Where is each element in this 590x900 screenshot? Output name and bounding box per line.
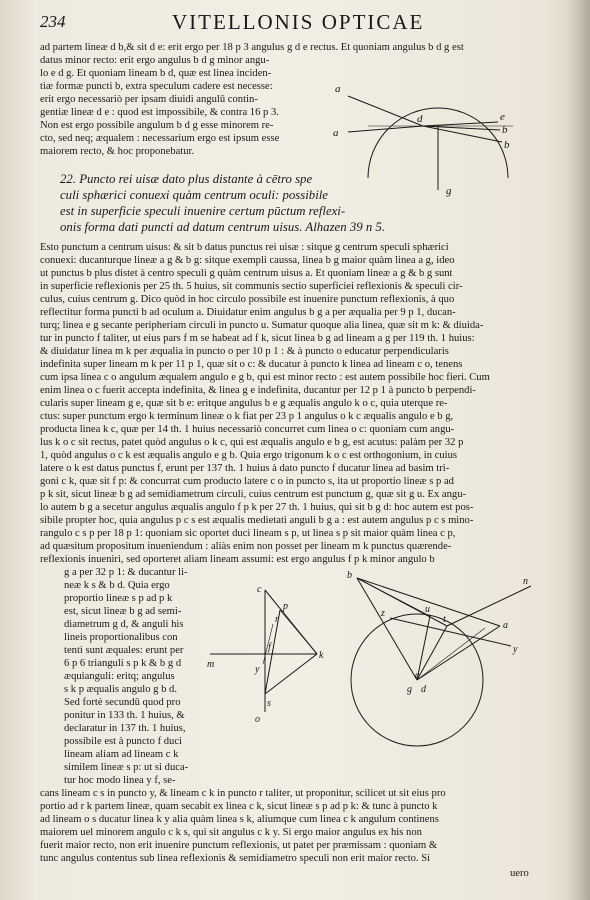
text-line: lo e d g. Et quoniam lineam b d, quæ est linea inciden- <box>40 68 272 79</box>
text-line: cto, sed neq; æqualem : necessarium ergo est ipsum esse <box>40 133 280 144</box>
text-line: tur hoc modo linea y f, se- <box>64 775 176 786</box>
label-k: k <box>319 650 324 661</box>
text-line: ponitur in 133 th. 1 huius, & <box>64 710 185 721</box>
text-line: similem lineæ s p: ut si duca- <box>64 762 189 773</box>
line-a-d <box>348 96 423 126</box>
text-line: Sed fortè secundū quod pro <box>64 697 181 708</box>
text-line: ctus: super punctum ergo k terminum lineæ o k fiat per 23 p 1 angulus o k c æqualis angulo e b g, <box>40 411 454 422</box>
text-line: enim linea o c fuerit accepta indefinita, & linea g e indefinita, ducantur per 12 p 1 à puncto b perpendi- <box>40 385 476 396</box>
text-line: ad lineam o s ducatur linea k y alia quàm linea s k, aliumque cum linea c k angulum continens <box>40 814 439 825</box>
text-line: portio ad r k partem lineæ, quam secabit ex linea c k, sicut lineæ s p ad p k: & tunc à puncto k <box>40 801 438 812</box>
text-line: & diuidatur linea m k per æqualia in puncto o per 10 p 1 : & à puncto o educatur perpendicularis <box>40 346 449 357</box>
label-t: t <box>443 614 446 625</box>
text-line: erit ergo necessariò per ipsam diuidi angulū contin- <box>40 94 258 105</box>
text-line: 1, quòd angulus o c k est æqualis angulo e g b. Quia ergo trigonum k o c est orthogonium, in cuius <box>40 450 458 461</box>
text-line: tiæ formæ puncti b, extra speculum cadere est necesse: <box>40 81 273 92</box>
line-s-k <box>265 654 317 694</box>
label-s: s <box>267 698 271 709</box>
text-line: turq; linea e g secante peripheriam circuli in puncto u. Sumatur quoque alia linea, quæ sit m k: & diuida- <box>40 320 484 331</box>
text-line: sibile propter hoc, quia angulus p c s est æqualis medietati anguli b g a : est autem angulus p c s mino- <box>40 515 474 526</box>
label-a: a <box>503 620 508 631</box>
label-r: r <box>275 614 279 625</box>
text-line: tunc angulus contentus sub linea reflexionis & semidiametro speculi non erit maior recto. Si <box>40 853 431 864</box>
text-line: s k p æqualis angulo g b d. <box>64 684 177 695</box>
line-p-k <box>280 610 317 654</box>
text-line: datus minor recto: erit ergo angulus b d g minor angu- <box>40 55 270 66</box>
line-g-t <box>417 626 447 680</box>
catchword: uero <box>510 868 529 879</box>
text-line: producta linea k c, quæ per 14 th. 1 huius necessariò concurret cum linea o c: quoniam cum angu- <box>40 424 455 435</box>
label-c: c <box>257 584 262 595</box>
figure-left <box>205 582 335 732</box>
text-line: lineam aliam ad lineam c k <box>64 749 179 760</box>
label-a: a <box>335 83 341 95</box>
proposition-line: 22. Puncto rei uisæ dato plus distante à cētro spe <box>60 172 313 186</box>
text-line: gentiæ lineæ d e : quod est impossibile, & contra 16 p 3. <box>40 107 279 118</box>
label-y: y <box>255 664 260 675</box>
text-line: proportio lineæ s p ad p k <box>64 593 173 604</box>
text-line: in superficie reflexionis per 25 th. 5 huius, sit communis sectio superficiei reflexionis & speculi cir- <box>40 281 463 292</box>
proposition-line: culi sphærici conuexi quàm centrum oculi: possibile <box>60 188 328 202</box>
label-a2: a <box>333 127 339 139</box>
label-o: o <box>255 714 260 725</box>
proposition-line: est in superficie speculi inuenire certum pūctum reflexi- <box>60 204 346 218</box>
label-z: z <box>381 608 385 619</box>
text-line: diametrum g d, & anguli his <box>64 619 184 630</box>
text-line: indefinita super lineam m k per 11 p 1, quæ sit o c: & ducatur à puncto k linea ad lineam c o, tenens <box>40 359 463 370</box>
label-b: b <box>347 570 352 581</box>
running-title: VITELLONIS OPTICAE <box>172 10 425 34</box>
text-line: maiorem recto, & hoc proponebatur. <box>40 146 195 157</box>
line-t-n <box>447 586 531 626</box>
proposition-line: onis forma dati puncti ad datum centrum uisus. Alhazen 39 n 5. <box>60 220 386 234</box>
label-e: e <box>500 111 505 123</box>
text-line: reflexionis inueniri, sed oporteret aliam lineam assumi: est ergo angulus f p k minor angulo b <box>40 554 435 565</box>
text-line: cans lineam c s in puncto y, & lineam c k in puncto r taliter, ut proponitur, scilicet ut sit eius pro <box>40 788 446 799</box>
text-line: 6 p 6 trianguli s p k & b g d <box>64 658 182 669</box>
gutter-shadow <box>568 0 590 900</box>
text-line: possibile est à puncto f duci <box>64 736 182 747</box>
page-number: 234 <box>40 12 66 31</box>
text-line: cularis super lineam g e, quæ sit b e: eritque angulus b e g æqualis angulo k o c, quia uterque re- <box>40 398 448 409</box>
label-b2: b <box>504 139 510 151</box>
line-d-e <box>423 122 498 126</box>
text-line: rangulo c s p per 18 p 1: quoniam sic oportet duci lineam s p, ut linea s p sit maior quàm linea c p, <box>40 528 456 539</box>
text-line: conuexi: ducanturque lineæ a g & b g: sitque exempli caussa, linea b g maior quàm linea a g, ideo <box>40 255 455 266</box>
text-line: reflectitur forma puncti b ad oculum a. Diuidatur enim angulus b g a per æqualia per 9 p 1, ducan- <box>40 307 456 318</box>
text-line: est, sicut lineæ b g ad semi- <box>64 606 182 617</box>
text-line: g a per 32 p 1: & ducantur li- <box>64 567 188 578</box>
text-line: maiorem uel minorem angulo c k s, qui sit angulus c k y. Si ergo maior angulus ex his non <box>40 827 422 838</box>
line-g-e <box>417 628 485 680</box>
text-line: æquianguli: eritq; angulus <box>64 671 175 682</box>
text-line: cum ipsa linea c o angulum æqualem angulo e g b, qui est minor recto : est autem possibile hoc fieri. Cum <box>40 372 490 383</box>
label-m: m <box>207 659 215 670</box>
text-line: tur in puncto f taliter, ut eius pars f m se habeat ad f k, sicut linea b g ad lineam a g per 119 th. 1 huius: <box>40 333 475 344</box>
label-d: d <box>417 113 423 125</box>
figure-top <box>328 78 528 204</box>
page-header <box>40 10 560 34</box>
text-line: culus, cuius centrum g. Dico quòd in hoc circulo possibile est inuenire punctum reflexionis, à quo <box>40 294 455 305</box>
label-e: e <box>415 670 420 681</box>
label-d: d <box>421 684 426 695</box>
label-u: u <box>425 604 430 615</box>
text-line: lus k o c sit rectus, patet quòd angulus o k c, qui est æqualis angulo e b g, est acutus: palàm per 32 p <box>40 437 464 448</box>
text-line: ad quæsitum propositum inueniendum : aliàs enim non posset per lineam m k punctus quærende- <box>40 541 452 552</box>
label-f: f <box>268 642 271 653</box>
label-g: g <box>446 185 452 197</box>
label-b: b <box>502 124 508 136</box>
text-line: ut punctus b plus distet à centro speculi g quàm centrum uisus a. Et quoniam lineæ a g & b g sunt <box>40 268 453 279</box>
line-z-y <box>390 618 511 646</box>
text-line: neæ k s & b d. Quia ergo <box>64 580 170 591</box>
text-line: goni c k, quæ sit f p: & concurrat cum producto latere c o in puncto s, ita ut proportio lineæ s p ad <box>40 476 454 487</box>
text-line: declaratur in 137 th. 1 huius, <box>64 723 186 734</box>
figure-right <box>335 568 535 758</box>
label-y: y <box>513 644 518 655</box>
text-line: lo autem b g a secetur angulus æqualis angulo f p k per 27 th. 1 huius, qui sit b g d: hoc autem est pos- <box>40 502 474 513</box>
text-line: Non est ergo possibile angulum b d g esse minorem re- <box>40 120 274 131</box>
line-b-a <box>357 578 500 626</box>
text-line: latere o k est datus punctus f, erunt per 137 th. 1 huius à dato puncto f ducatur linea ad basim tri- <box>40 463 450 474</box>
label-g: g <box>407 684 412 695</box>
text-line: fuerit maior recto, non erit inuenire punctum reflexionis, ut patet per præmissam : quoniam & <box>40 840 438 851</box>
label-n: n <box>523 576 528 587</box>
text-line: tenti sunt æquales: erunt per <box>64 645 184 656</box>
text-line: p k sit, sicut lineæ b g ad semidiametrum circuli, cuius centrum est punctum g, quæ sit g u. Ex angu- <box>40 489 467 500</box>
text-line: lineis proportionalibus con <box>64 632 178 643</box>
text-line: ad partem lineæ d b,& sit d e: erit ergo per 18 p 3 angulus g d e rectus. Et quoniam angulus b d g est <box>40 42 464 53</box>
label-p: p <box>283 601 288 612</box>
text-line: Esto punctum a centrum uisus: & sit b datus punctus rei uisæ : sitque g centrum speculi sphærici <box>40 242 449 253</box>
